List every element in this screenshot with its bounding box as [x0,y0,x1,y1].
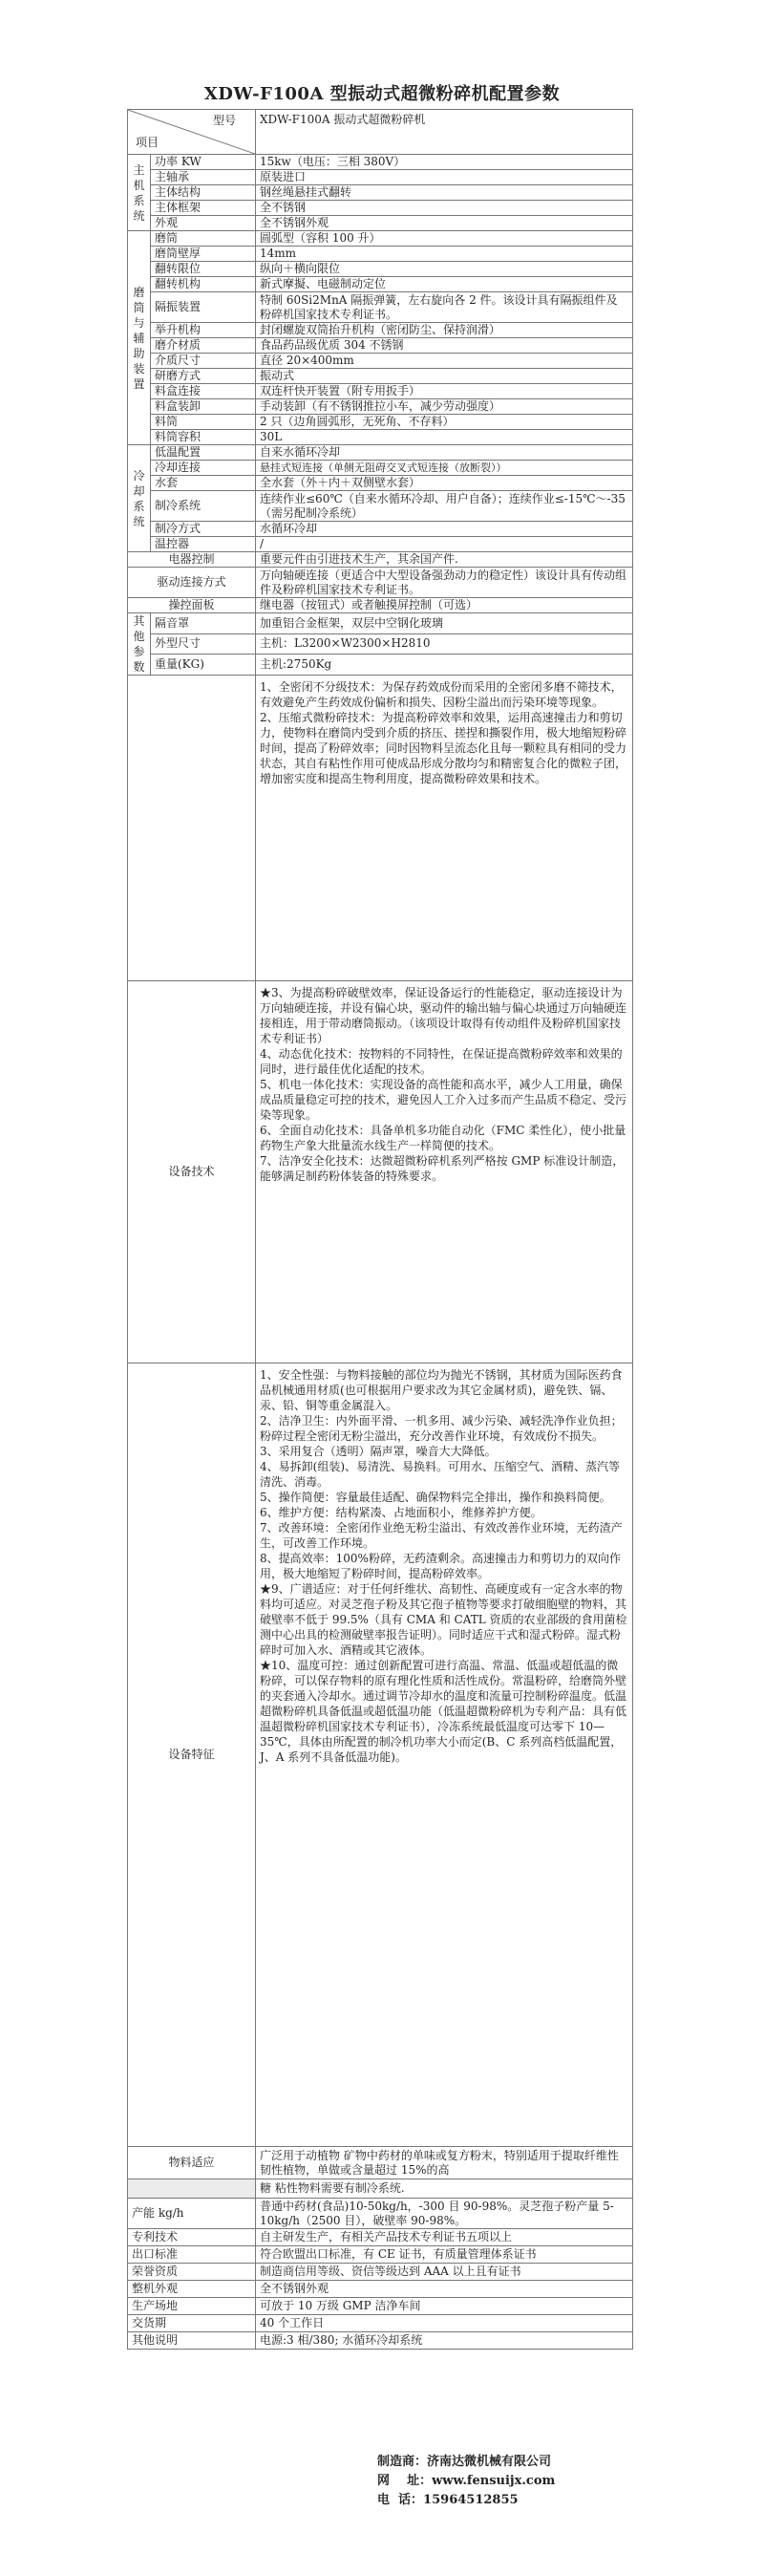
row-label: 冷却连接 [151,461,256,476]
table-row [128,613,633,634]
table-row [128,1363,633,2147]
row-label: 主轴承 [151,170,256,185]
row-label: 主体结构 [151,185,256,201]
list-item: 2、压缩式微粉碎技术：为提高粉碎效率和效果，运用高速撞击力和剪切力，使物料在磨筒内受到介质的挤压、搓捏和撕裂作用，极大地缩短粉碎时间，提高了粉碎效率；同时因物料呈流态化且每一颗粒具有相同的受力状态，其自有粘性作用可使成品形成分散均匀和精密复合化的微粒子团，增加密实度和提高生物利用度，提高微粉碎效果和技术。 [260,711,627,785]
table-row [128,2147,633,2179]
row-label: 主体框架 [151,201,256,216]
row-value: 40 个工作日 [256,2315,633,2332]
row-value: 封闭螺旋双筒抬升机构（密闭防尘、保持润滑） [256,323,633,338]
table-row [128,461,633,476]
list-item: 7、改善环境：全密闭作业绝无粉尘溢出、有效改善作业环境，无药渣产生，可改善工作环境。 [260,1521,623,1550]
row-value: 符合欧盟出口标准，有 CE 证书，有质量管理体系证书 [256,2246,633,2264]
table-row [128,522,633,537]
table-row [128,2298,633,2315]
row-label: 外型尺寸 [151,633,256,655]
table-row [128,491,633,522]
row-label: 操控面板 [128,598,256,613]
table-row [128,399,633,415]
row-value: 悬挂式短连接（单侧无阻碍交叉式短连接（放断裂）） [256,461,633,476]
row-value: 全水套（外＋内＋双侧壁水套） [256,476,633,491]
group-main: 主机系统 [128,155,151,231]
row-label: 生产场地 [128,2298,256,2315]
document-title: XDW-F100A 型振动式超微粉碎机配置参数 [203,84,561,104]
row-value: 钢丝绳悬挂式翻转 [256,185,633,201]
website-line: 网 址：www.fensuijx.com [377,2474,556,2488]
row-value: 振动式 [256,369,633,384]
table-row [128,2315,633,2332]
row-value: 纵向＋横向限位 [256,262,633,277]
row-value: 水循环冷却 [256,522,633,537]
list-item: ★10、温度可控：通过创新配置可进行高温、常温、低温或超低温的微粉碎，可以保存物料的原有理化性质和活性成份。常温粉碎，给磨筒外壁的夹套通入冷却水。通过调节冷却水的温度和流量可控制粉碎温度。低温超微粉碎机具备低温或超低温功能（低温超微粉碎机为专利产品：具有低温超微粉碎机国家技术专利证书），冷冻系统最低温度可达零下 10—35℃，具体由所配置的制冷机功率大小而定(B、C 系列高档低温配置，J、A 系列不具备低温功能)。 [260,1659,627,1764]
row-label: 举升机构 [151,323,256,338]
table-row [128,2281,633,2298]
row-label: 物料适应 [128,2147,256,2179]
table-row [128,170,633,185]
row-value: 自主研发生产，有相关产品技术专利证书五项以上 [256,2229,633,2246]
table-row [128,430,633,445]
row-label: 水套 [151,476,256,491]
row-label: 设备特征 [128,1363,256,2147]
row-label: 荣誉资质 [128,2264,256,2281]
table-row [128,247,633,262]
table-row [128,2264,633,2281]
table-row [128,338,633,354]
row-value: 可放于 10 万级 GMP 洁净车间 [256,2298,633,2315]
table-row [128,155,633,170]
row-value: 直径 20×400mm [256,354,633,369]
table-row [128,354,633,369]
table-row [128,415,633,430]
list-item: 2、洁净卫生：内外面平滑、一机多用、减少污染、减轻洗净作业负担；粉碎过程全密闭无粉尘溢出，充分改善作业环境，有效成份不损失。 [260,1414,623,1443]
list-item: 1、安全性强：与物料接触的部位均为抛光不锈钢，其材质为国际医药食品机械通用材质(也可根据用户要求改为其它金属材质)，避免铁、镉、汞、铅、铜等重金属混入。 [260,1368,623,1412]
table-row [128,633,633,655]
table-row [128,384,633,399]
row-value: 制造商信用等级、资信等级达到 AAA 以上且有证书 [256,2264,633,2281]
row-label: 介质尺寸 [151,354,256,369]
list-item: 4、易拆卸(组装)、易清洗、易换料。可用水、压缩空气、酒精、蒸汽等清洗、消毒。 [260,1460,621,1489]
table-row [128,2199,633,2229]
table-row [128,537,633,552]
row-label: 驱动连接方式 [128,568,256,598]
table-row [128,201,633,216]
features-text [256,1363,633,2147]
list-item: 1、全密闭不分级技术：为保存药效成份而采用的全密闭多磨不筛技术，有效避免产生药效成份偏析和损失、因粉尘溢出而污染环境等现象。 [260,680,623,709]
row-value: 全不锈钢外观 [256,2281,633,2298]
row-label: 产能 kg/h [128,2199,256,2229]
table-row [128,476,633,491]
row-value: 2 只（边角圆弧形，无死角、不存料） [256,415,633,430]
row-label: 翻转限位 [151,262,256,277]
list-item: 5、操作简便：容量最佳适配、确保物料完全排出，操作和换料简便。 [260,1491,611,1504]
table-row [128,2332,633,2350]
row-value: 手动装卸（有不锈钢推拉小车，减少劳动强度） [256,399,633,415]
row-value: 食品药品级优质 304 不锈钢 [256,338,633,354]
table-row [128,231,633,247]
table-row [128,185,633,201]
row-label: 重量(KG) [151,655,256,676]
row-label: 料筒 [151,415,256,430]
row-label: 其他说明 [128,2332,256,2350]
row-label: 设备技术 [128,981,256,1363]
list-item: 7、洁净安全化技术：达微超微粉碎机系列严格按 GMP 标准设计制造，能够满足制药粉体装备的特殊要求。 [260,1154,625,1183]
row-value: 电源:3 相/380; 水循环冷却系统 [256,2332,633,2350]
row-value: 普通中药材(食品)10-50kg/h，-300 目 90-98%。灵芝孢子粉产量 5-10kg/h（2500 目），破壁率 90-98%。 [256,2199,633,2229]
table-row [128,568,633,598]
row-label: 研磨方式 [151,369,256,384]
row-label: 低温配置 [151,445,256,461]
table-row [128,277,633,292]
diagonal-header-cell [128,110,256,155]
row-value: 主机:2750Kg [256,655,633,676]
table-header-row [128,110,633,155]
row-label: 功率 KW [151,155,256,170]
row-label: 磨介材质 [151,338,256,354]
row-label: 料筒容积 [151,430,256,445]
header-model-label: 型号 [212,114,236,127]
row-label: 出口标准 [128,2246,256,2264]
row-value: 加重铝合金框架，双层中空钢化玻璃 [256,613,633,634]
row-value: 双连杆快开装置（附专用扳手） [256,384,633,399]
contact-footer [377,2453,555,2510]
table-row [128,552,633,568]
group-cool: 冷却系统 [128,445,151,552]
list-item: 3、采用复合（透明）隔声罩，噪音大大降低。 [260,1445,497,1458]
advantages-label-cell [128,676,256,981]
row-label: 料盒装卸 [151,399,256,415]
table-row [128,369,633,384]
table-row [128,676,633,981]
row-value: 广泛用于动植物 矿物中药材的单味或复方粉末，特别适用于提取纤维性 韧性植物，单做或含量超过 15%的高 [256,2147,633,2179]
row-label: 制冷系统 [151,491,256,522]
model-name: XDW-F100A 振动式超微粉碎机 [256,110,633,155]
tech-text [256,981,633,1363]
row-value: 全不锈钢 [256,201,633,216]
list-item: 8、提高效率：100%粉碎，无药渣剩余。高速撞击力和剪切力的双向作用，极大地缩短了粉碎时间，提高粉碎效率。 [260,1552,621,1580]
row-label: 制冷方式 [151,522,256,537]
row-label: 电器控制 [128,552,256,568]
list-item: 6、全面自动化技术：具备单机多功能自动化（FMC 柔性化），使小批量药物生产象大批量流水线生产一样简便的技术。 [260,1124,626,1152]
row-label: 隔音罩 [151,613,256,634]
table-row [128,2246,633,2264]
table-row [128,981,633,1363]
row-label: 磨筒 [151,231,256,247]
spec-table [127,109,633,2350]
row-label: 隔振装置 [151,292,256,323]
group-mill: 磨筒与辅助装置 [128,231,151,445]
row-value: 主机：L3200×W2300×H2810 [256,633,633,655]
row-value: 原装进口 [256,170,633,185]
table-row [128,2229,633,2246]
row-value: 30L [256,430,633,445]
list-item: ★9、广谱适应：对于任何纤维状、高韧性、高硬度或有一定含水率的物料均可适应。对灵芝孢子粉及其它孢子植物等要求打破细胞壁的物料，其破壁率不低于 99.5%（具有 CMA 和 CATL 资质的农业部级的食用菌检测中心出具的检测破壁率报告证明）。同时适应干式和湿式粉碎。湿式粉碎时可加入水、酒精或其它液体。 [260,1582,627,1657]
row-label: 翻转机构 [151,277,256,292]
table-row [128,2179,633,2199]
row-value: 14mm [256,247,633,262]
phone-line: 电 话：15964512855 [377,2493,519,2507]
table-row [128,216,633,231]
list-item: 4、动态优化技术：按物料的不同特性，在保证提高微粉碎效率和效果的同时，进行最佳优化适配的技术。 [260,1047,623,1076]
table-row [128,445,633,461]
row-value: 继电器（按钮式）或者触摸屏控制（可选） [256,598,633,613]
table-row [128,598,633,613]
table-row [128,262,633,277]
advantages-text [256,676,633,981]
table-row [128,655,633,676]
row-value: 全不锈钢外观 [256,216,633,231]
table-row [128,292,633,323]
row-label: 交货期 [128,2315,256,2332]
list-item: 5、机电一体化技术：实现设备的高性能和高水平，减少人工用量，确保成品质量稳定可控的技术，避免因人工介入过多而产生品质不稳定、受污染等现象。 [260,1078,627,1122]
row-label: 外观 [151,216,256,231]
row-value: 15kw（电压：三相 380V） [256,155,633,170]
row-label: 整机外观 [128,2281,256,2298]
row-value: 新式摩擬、电磁制动定位 [256,277,633,292]
row-label: 磨筒壁厚 [151,247,256,262]
row-label: 温控器 [151,537,256,552]
row-value: 连续作业≤60℃（自来水循环冷却、用户自备）；连续作业≤-15℃～-35（需另配制冷系统） [256,491,633,522]
row-value: 特制 60Si2MnA 隔振弹簧，左右旋向各 2 件。该设计具有隔振组件及粉碎机国家技术专利证书。 [256,292,633,323]
group-other: 其他参数 [128,613,151,676]
blank-cell [128,2179,256,2199]
table-row [128,323,633,338]
row-value: 重要元件由引进技术生产，其余国产件. [256,552,633,568]
header-item-label: 项目 [136,136,159,149]
list-item: ★3、为提高粉碎破壁效率，保证设备运行的性能稳定，驱动连接设计为万向轴硬连接，并设有偏心块，驱动件的输出轴与偏心块通过万向轴硬连接相连，用于带动磨筒振动。（该项设计取得有传动组件及粉碎机国家技术专利证书） [260,986,627,1045]
row-value: / [256,537,633,552]
row-value: 圆弧型（容积 100 升） [256,231,633,247]
maker-line: 制造商：济南达微机械有限公司 [377,2455,552,2469]
row-value: 自来水循环冷却 [256,445,633,461]
row-label: 专利技术 [128,2229,256,2246]
list-item: 6、维护方便：结构紧凑、占地面积小，维修养护方便。 [260,1506,542,1519]
row-value: 糖 粘性物料需要有制冷系统. [256,2179,633,2199]
row-value: 万向轴硬连接（更适合中大型设备强劲动力的稳定性）该设计具有传动组件及粉碎机国家技术专利证书。 [256,568,633,598]
row-label: 料盒连接 [151,384,256,399]
